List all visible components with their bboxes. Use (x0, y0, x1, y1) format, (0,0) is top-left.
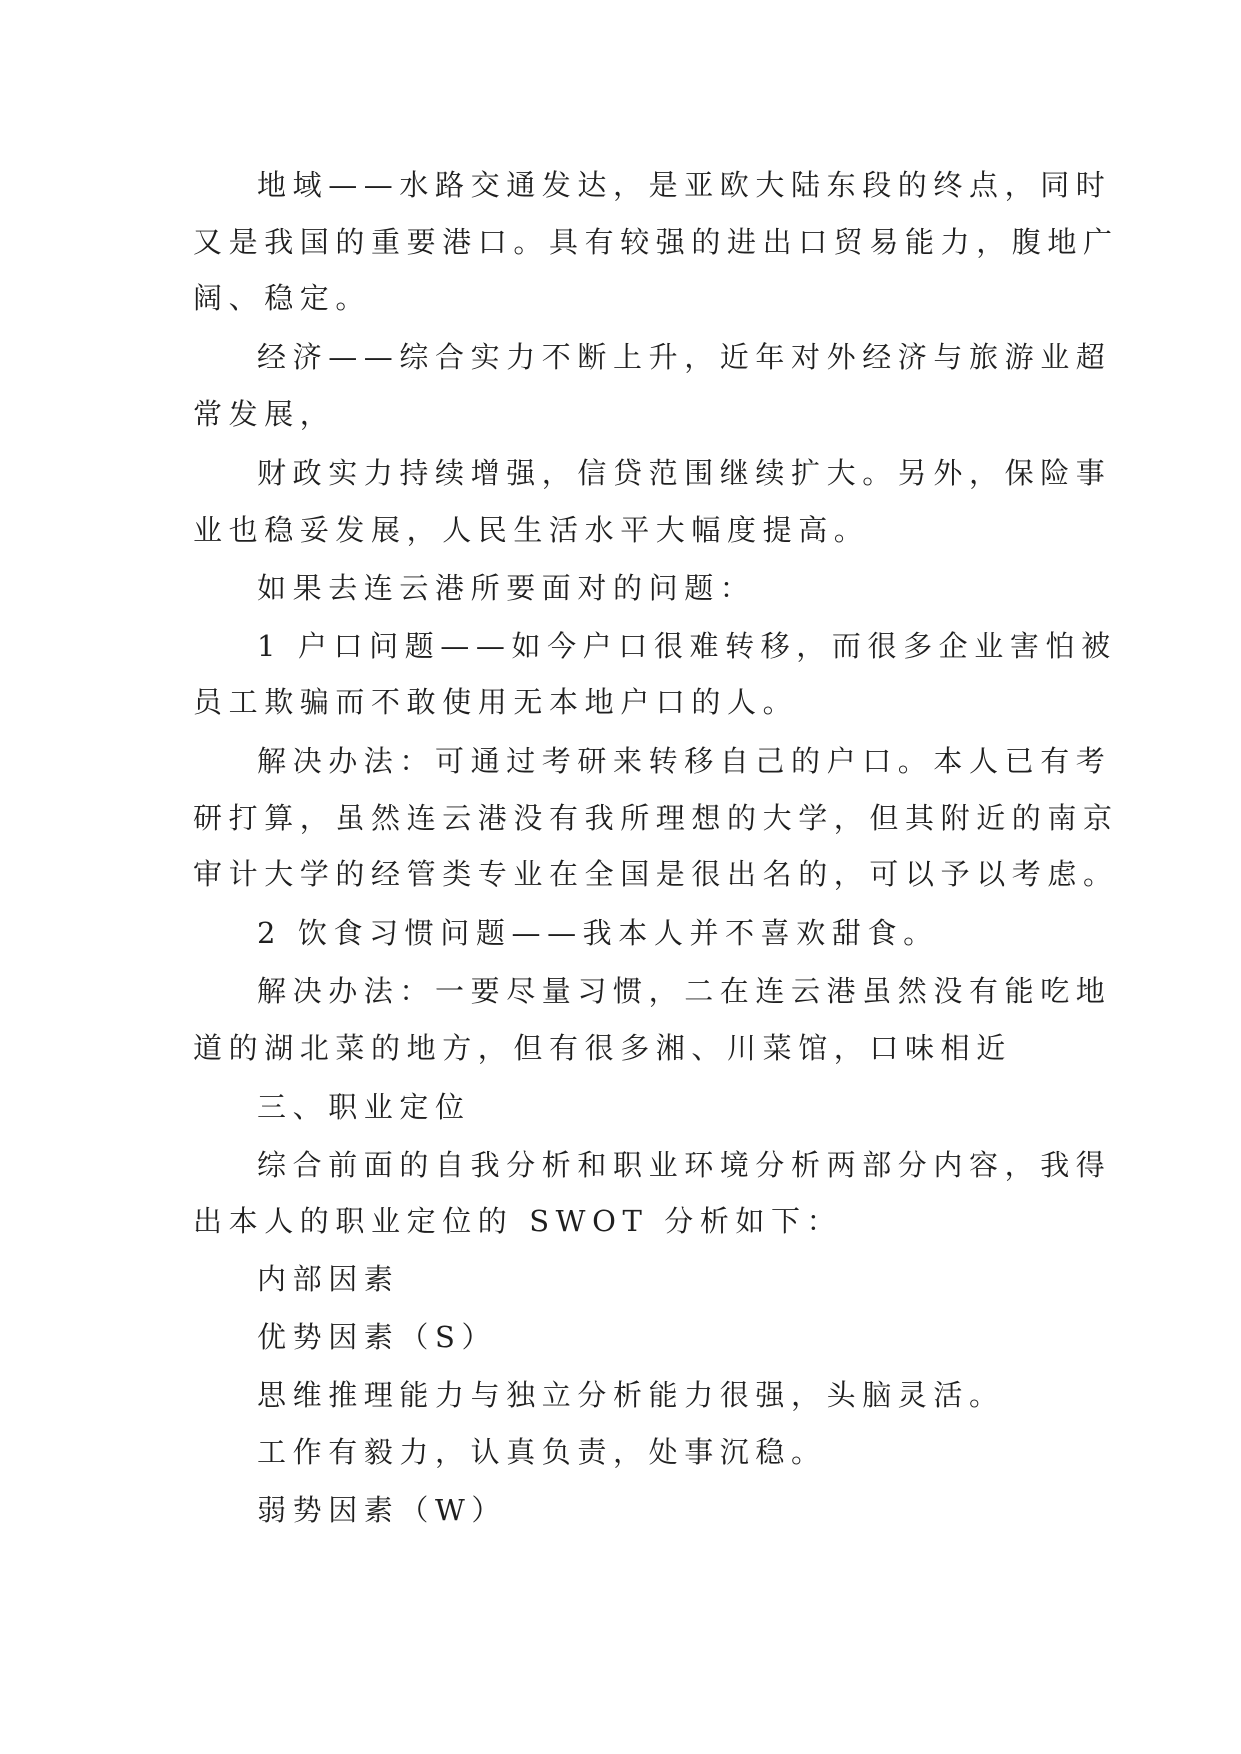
strength-item-1: 思维推理能力与独立分析能力很强，头脑灵活。 (257, 1378, 1005, 1412)
paragraph-finance-line-2: 业也稳妥发展，人民生活水平大幅度提高。 (193, 513, 870, 547)
paragraph-geography-line-2: 又是我国的重要港口。具有较强的进出口贸易能力，腹地广 (193, 225, 1119, 259)
paragraph-solution-1-line-2: 研打算，虽然连云港没有我所理想的大学，但其附近的南京 (193, 801, 1119, 835)
paragraph-problems-intro: 如果去连云港所要面对的问题： (257, 571, 756, 605)
paragraph-problem-1-line-2: 员工欺骗而不敢使用无本地户口的人。 (193, 685, 799, 719)
paragraph-geography: 地域——水路交通发达，是亚欧大陆东段的终点，同时 (257, 168, 1112, 202)
paragraph-solution-1-line-3: 审计大学的经管类专业在全国是很出名的，可以予以考虑。 (193, 857, 1119, 891)
paragraph-finance: 财政实力持续增强，信贷范围继续扩大。另外，保险事 (257, 456, 1112, 490)
paragraph-swot-intro: 综合前面的自我分析和职业环境分析两部分内容，我得 (257, 1148, 1112, 1182)
paragraph-economy: 经济——综合实力不断上升，近年对外经济与旅游业超 (257, 340, 1112, 374)
paragraph-problem-1: 1 户口问题——如今户口很难转移，而很多企业害怕被 (257, 629, 1117, 663)
section-heading-career-positioning: 三、职业定位 (257, 1090, 471, 1124)
paragraph-solution-2: 解决办法：一要尽量习惯，二在连云港虽然没有能吃地 (257, 974, 1112, 1008)
paragraph-problem-2: 2 饮食习惯问题——我本人并不喜欢甜食。 (257, 916, 939, 950)
strength-item-2: 工作有毅力，认真负责，处事沉稳。 (257, 1435, 827, 1469)
paragraph-geography-line-3: 阔、稳定。 (193, 281, 372, 315)
paragraph-swot-intro-line-2: 出本人的职业定位的 SWOT 分析如下： (193, 1204, 843, 1238)
paragraph-solution-1: 解决办法：可通过考研来转移自己的户口。本人已有考 (257, 744, 1112, 778)
heading-strengths: 优势因素（S） (257, 1320, 498, 1354)
heading-weaknesses: 弱势因素（W） (257, 1493, 508, 1527)
paragraph-economy-line-2: 常发展， (193, 397, 336, 431)
paragraph-solution-2-line-2: 道的湖北菜的地方，但有很多湘、川菜馆，口味相近 (193, 1031, 1012, 1065)
heading-internal-factors: 内部因素 (257, 1262, 400, 1296)
